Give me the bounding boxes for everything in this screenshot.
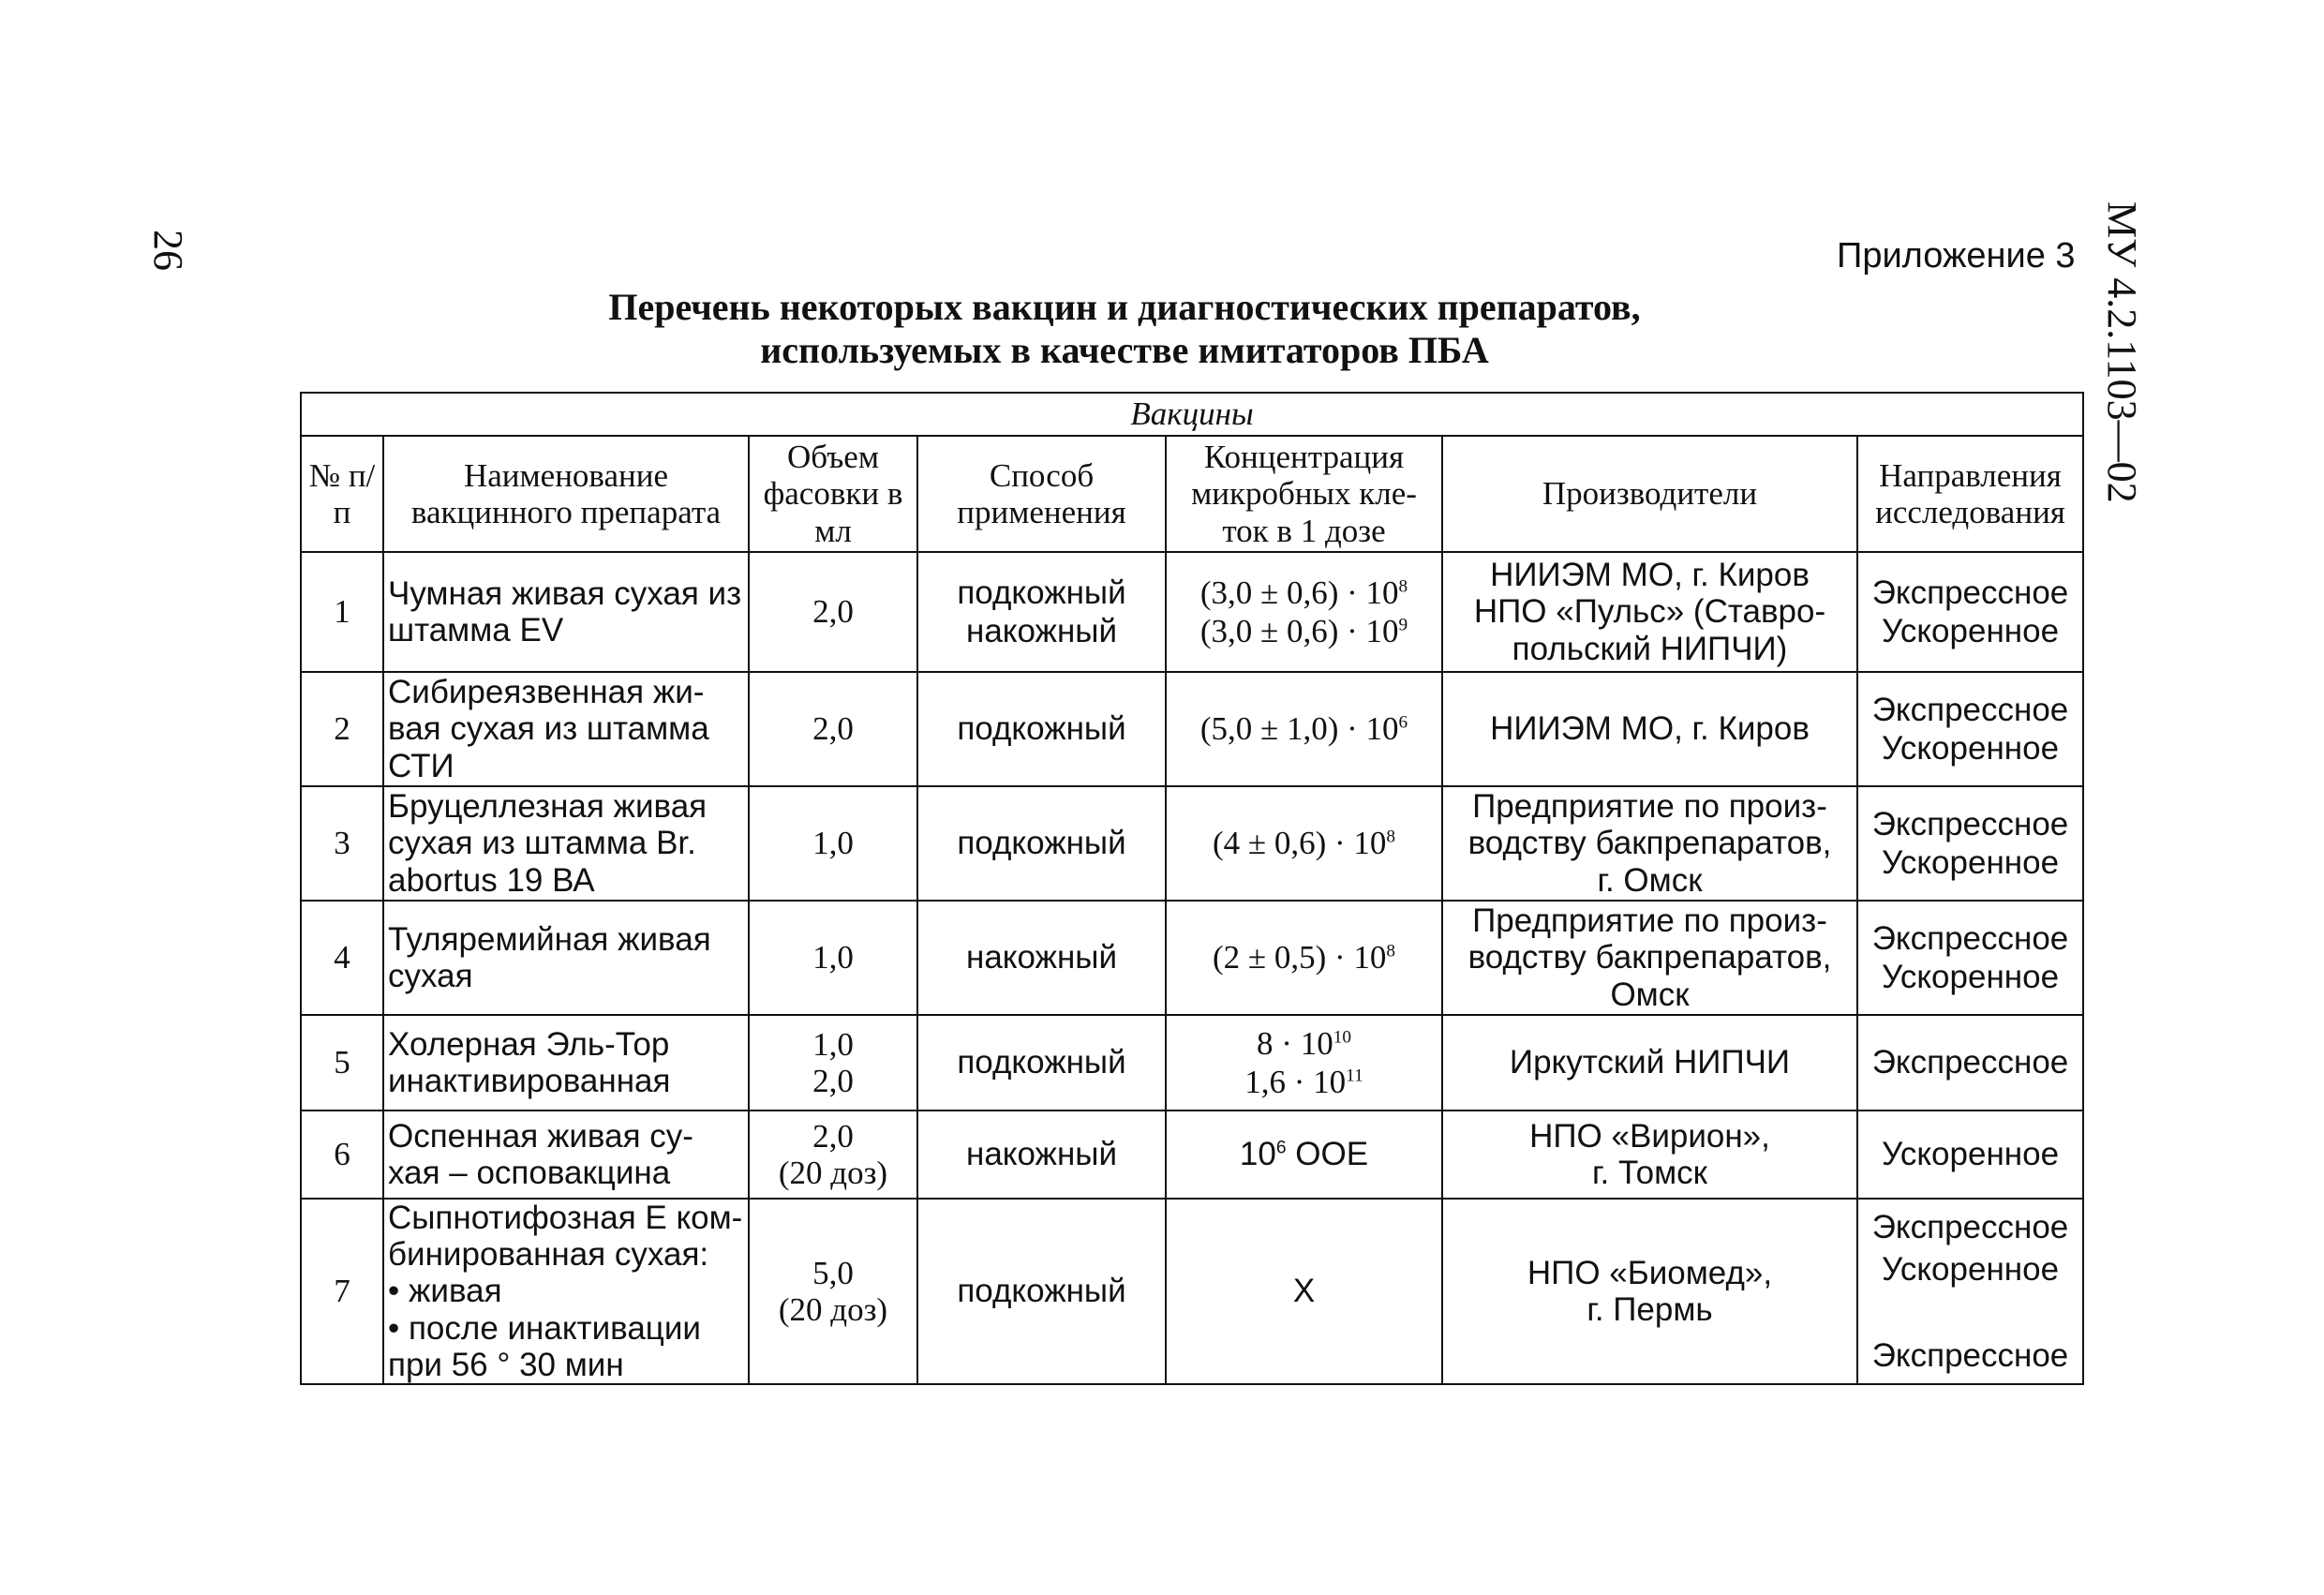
section-header: Вакцины [301,393,2083,436]
conc-exponent: 8 [1398,576,1408,597]
method-cell [917,1111,1166,1199]
volume-value: 5,0 [812,1254,854,1291]
conc-base: (3,0 ± 0,6) · 10 [1199,613,1399,649]
vaccine-name: Сибиреязвенная жи-вая сухая из штамма СТИ [383,672,749,786]
volume-cell [749,901,917,1015]
table-row [301,1111,2083,1199]
row-number: 3 [301,786,383,901]
row-number: 6 [301,1111,383,1199]
row-number: 5 [301,1015,383,1111]
direction-value: Экспрессное [1871,1336,2069,1374]
producers-cell [1442,1111,1857,1199]
producer-line: Иркутский НИПЧИ [1509,1044,1791,1081]
vaccine-name: Холерная Эль-Тор инактивированная [383,1015,749,1111]
method-cell [917,786,1166,901]
producer-line: Омск [1610,976,1690,1013]
conc-base: (5,0 ± 1,0) · 10 [1199,710,1399,748]
direction-value: Экспрессное [1871,1044,2069,1081]
conc-base: (3,0 ± 0,6) · 10 [1199,574,1399,611]
volume-value: 2,0 [812,710,854,748]
producer-line: водству бакпрепаратов, [1467,939,1832,976]
method-cell [917,672,1166,786]
conc-exponent: 10 [1333,1027,1351,1048]
concentration-cell [1166,1111,1442,1199]
col-header-concentration: Концентрация микробных кле-ток в 1 дозе [1166,436,1442,552]
spacer [1862,1294,2078,1332]
producer-line: польский НИПЧИ) [1512,630,1788,667]
document-code: МУ 4.2.1103—02 [2099,201,2145,503]
producer-line: НИИЭМ МО, г. Киров [1490,710,1810,748]
row-number: 4 [301,901,383,1015]
vaccines-table [300,392,2084,1385]
method-value: подкожный [957,574,1126,611]
volume-value: (20 доз) [778,1155,888,1191]
concentration-value [1170,1064,1438,1100]
direction-value: Экспрессное [1871,691,2069,728]
method-value: подкожный [957,1044,1126,1081]
volume-cell [749,552,917,672]
appendix-label: Приложение 3 [1837,236,2076,276]
direction-value: Экспрессное [1871,1209,2069,1246]
row-number: 7 [301,1199,383,1384]
volume-value: 1,0 [812,1025,854,1063]
conc-exponent: 8 [1386,941,1396,961]
concentration-value: Х [1292,1273,1316,1310]
concentration-cell [1166,901,1442,1015]
method-value: подкожный [957,825,1126,862]
volume-value: 2,0 [812,593,854,631]
volume-cell [749,1199,917,1384]
method-value: подкожный [957,710,1126,748]
table-row [301,552,2083,672]
concentration-value [1170,574,1438,611]
volume-value: 1,0 [812,939,854,976]
producer-line: НПО «Биомед», [1527,1254,1773,1291]
method-value: накожный [965,939,1118,976]
conc-base: (2 ± 0,5) · 10 [1212,939,1387,976]
concentration-value [1170,613,1438,649]
page-number: 26 [145,230,191,271]
table-row [301,786,2083,901]
document-title [469,286,1780,372]
producer-line: Предприятие по произ- [1472,788,1827,826]
conc-unit: ООЕ [1286,1136,1369,1173]
volume-cell [749,1015,917,1111]
method-value: накожный [965,1136,1118,1173]
concentration-value [1170,710,1438,747]
producers-cell [1442,901,1857,1015]
producers-cell [1442,552,1857,672]
row-number: 1 [301,552,383,672]
producers-cell [1442,1015,1857,1111]
volume-cell [749,672,917,786]
concentration-cell [1166,786,1442,901]
vaccine-name: Чумная живая сухая из штамма EV [383,552,749,672]
directions-cell [1857,901,2083,1015]
directions-cell [1857,786,2083,901]
direction-value: Ускоренное [1881,844,2060,881]
conc-exponent: 8 [1386,827,1396,847]
producer-line: НИИЭМ МО, г. Киров [1490,557,1810,594]
producers-cell [1442,1199,1857,1384]
volume-value: (20 доз) [778,1290,888,1328]
col-header-volume: Объем фасовки в мл [749,436,917,552]
conc-base: 1,6 · 10 [1244,1064,1347,1100]
concentration-cell [1166,1199,1442,1384]
concentration-value [1170,825,1438,861]
producer-line: г. Пермь [1587,1290,1713,1328]
producer-line: НПО «Вирион», [1529,1117,1770,1155]
volume-cell [749,786,917,901]
table-row [301,672,2083,786]
conc-base: 8 · 10 [1257,1024,1333,1062]
producers-cell [1442,672,1857,786]
vaccine-name: Бруцеллезная живая сухая из штамма Br. abortus 19 ВА [383,786,749,901]
col-header-name: Наименование вакцинного препарата [383,436,749,552]
method-cell [917,1015,1166,1111]
concentration-value [1170,1025,1438,1062]
method-value: подкожный [957,1273,1126,1310]
title-line-1: Перечень некоторых вакцин и диагностических препаратов, [608,286,1641,328]
row-number: 2 [301,672,383,786]
volume-value: 1,0 [812,825,854,862]
name-line: Сыпнотифозная Е ком- [388,1200,743,1236]
conc-exponent: 11 [1346,1066,1363,1086]
title-line-2: используемых в качестве имитаторов ПБА [760,329,1489,371]
direction-value: Ускоренное [1881,959,2060,995]
conc-exponent: 9 [1398,615,1408,635]
direction-value: Экспрессное [1871,919,2069,957]
method-cell [917,1199,1166,1384]
name-line: • живая [388,1273,502,1310]
concentration-value [1170,1136,1438,1172]
method-cell [917,552,1166,672]
producers-cell [1442,786,1857,901]
direction-value: Ускоренное [1881,730,2060,767]
conc-exponent: 6 [1275,1138,1287,1158]
producer-line: г. Омск [1597,861,1703,899]
name-line: бинированная сухая: [388,1236,709,1274]
name-line: • после инактивации [388,1309,701,1347]
concentration-value [1170,939,1438,976]
method-value: накожный [965,613,1118,649]
concentration-cell [1166,1015,1442,1111]
directions-cell [1857,672,2083,786]
col-header-method: Способ применения [917,436,1166,552]
col-header-directions: Направления исследования [1857,436,2083,552]
conc-exponent: 6 [1398,712,1408,733]
directions-cell [1857,1199,2083,1384]
table-row [301,901,2083,1015]
direction-value: Ускоренное [1881,1251,2060,1289]
direction-value: Ускоренное [1881,613,2060,649]
volume-cell [749,1111,917,1199]
directions-cell [1857,1111,2083,1199]
vaccine-name [383,1199,749,1384]
directions-cell [1857,1015,2083,1111]
col-header-producers: Производители [1442,436,1857,552]
producer-line: водству бакпрепаратов, [1467,825,1832,862]
directions-cell [1857,552,2083,672]
table-row [301,1199,2083,1384]
producer-line: НПО «Пульс» (Ставро- [1473,593,1826,631]
concentration-cell [1166,552,1442,672]
producer-line: г. Томск [1592,1155,1707,1191]
name-line: при 56 ° 30 мин [388,1346,624,1383]
table-row [301,1015,2083,1111]
direction-value: Экспрессное [1871,574,2069,611]
volume-value: 2,0 [812,1063,854,1099]
direction-value: Экспрессное [1871,805,2069,842]
vaccine-name: Туляремийная живая сухая [383,901,749,1015]
producer-line: Предприятие по произ- [1472,902,1827,940]
col-header-num: № п/п [301,436,383,552]
method-cell [917,901,1166,1015]
volume-value: 2,0 [812,1117,854,1155]
vaccine-name: Оспенная живая су-хая – осповакцина [383,1111,749,1199]
conc-base: (4 ± 0,6) · 10 [1212,825,1387,862]
conc-base: 10 [1239,1136,1276,1173]
direction-value: Ускоренное [1881,1136,2060,1173]
concentration-cell [1166,672,1442,786]
